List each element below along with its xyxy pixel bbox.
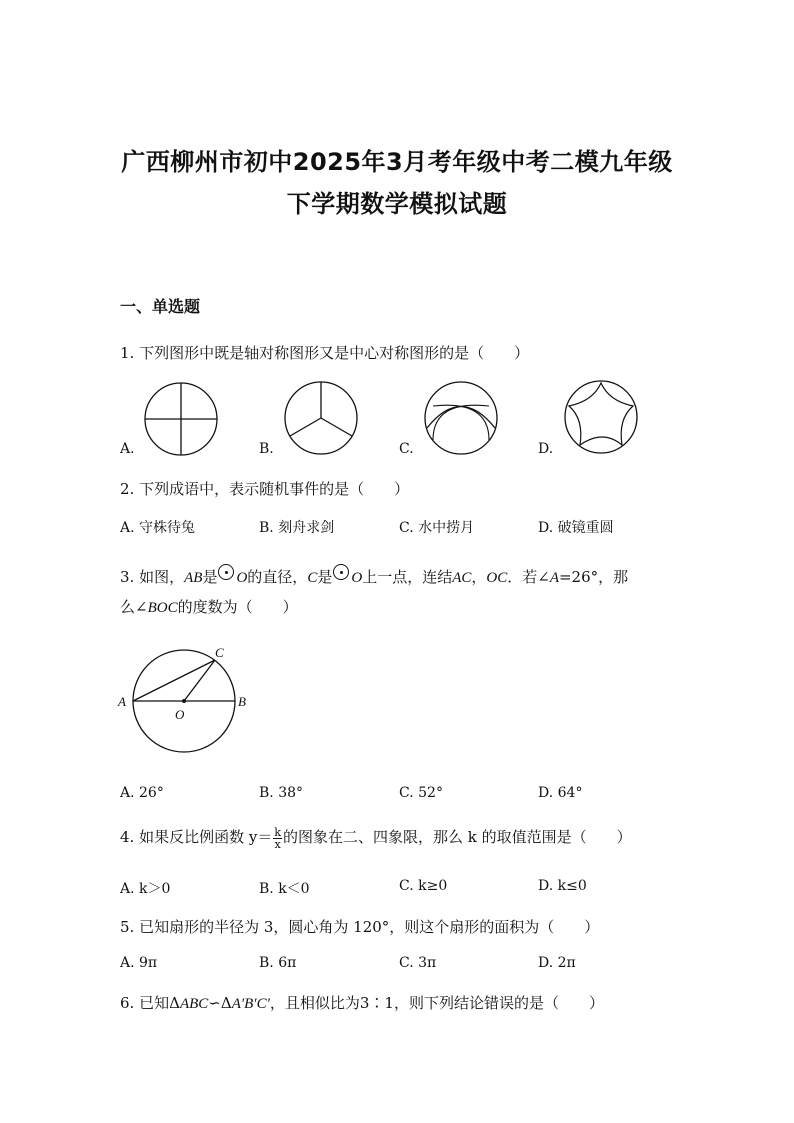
option-letter: B. bbox=[259, 955, 274, 971]
question-3 bbox=[120, 564, 628, 587]
option-text: 26° bbox=[139, 785, 164, 801]
question-text-part: 如图， bbox=[139, 568, 185, 586]
question-text-part: 已知Δ bbox=[139, 994, 180, 1012]
option-b bbox=[259, 785, 303, 801]
fraction-numerator: k bbox=[274, 825, 282, 839]
option-text: 9π bbox=[139, 955, 158, 971]
point-c: C bbox=[307, 570, 318, 586]
question-number: 2. bbox=[120, 480, 135, 498]
option-b bbox=[259, 878, 310, 898]
option-letter: C. bbox=[399, 955, 414, 971]
option-b bbox=[259, 955, 296, 971]
option-letter: A. bbox=[120, 785, 135, 801]
page-title-line-2: 下学期数学模拟试题 bbox=[286, 190, 508, 218]
option-text: 破镜重圆 bbox=[557, 520, 614, 536]
option-letter: A. bbox=[120, 520, 135, 536]
point-o: O bbox=[236, 570, 248, 586]
angle-boc: BOC bbox=[147, 600, 178, 616]
option-text: k＜0 bbox=[278, 881, 310, 897]
option-c bbox=[399, 878, 447, 894]
segment-oc: OC bbox=[486, 570, 508, 586]
question-text-part: 么∠ bbox=[120, 598, 148, 616]
option-a-figure bbox=[143, 381, 219, 457]
question-6 bbox=[120, 992, 604, 1013]
option-d bbox=[538, 955, 576, 971]
fraction bbox=[273, 827, 282, 850]
option-text: 守株待兔 bbox=[139, 520, 196, 536]
question-text-part: 的度数为（ ） bbox=[177, 598, 298, 616]
question-text-part: ，且相似比为3∶1，则下列结论错误的是（ ） bbox=[269, 994, 604, 1012]
question-number: 1. bbox=[120, 344, 135, 362]
option-d-label: D. bbox=[538, 441, 554, 457]
option-b bbox=[259, 517, 334, 537]
question-text: 下列图形中既是轴对称图形又是中心对称图形的是（ ） bbox=[139, 344, 530, 362]
circle-symbol-icon bbox=[218, 564, 234, 580]
segment-ab: AB bbox=[184, 570, 203, 586]
question-text-part: 的直径， bbox=[247, 568, 308, 586]
option-c-label: C. bbox=[399, 441, 414, 457]
option-text: 38° bbox=[278, 785, 304, 801]
option-a bbox=[120, 517, 195, 537]
option-b-figure bbox=[283, 380, 359, 456]
question-4 bbox=[120, 826, 632, 850]
option-a bbox=[120, 955, 157, 971]
option-text: k≥0 bbox=[418, 878, 448, 894]
option-a-label: A. bbox=[120, 441, 135, 457]
option-c bbox=[399, 785, 443, 801]
question-text: 已知扇形的半径为 3，圆心角为 120°，则这个扇形的面积为（ ） bbox=[139, 918, 600, 936]
option-text: 2π bbox=[557, 955, 576, 971]
question-text-part: ．若∠ bbox=[507, 568, 550, 586]
question-text-part: 是 bbox=[202, 568, 218, 586]
option-text: 刻舟求剑 bbox=[278, 520, 335, 536]
option-text: 52° bbox=[418, 785, 443, 801]
question-text-part: 的图象在二、四象限，那么 k 的取值范围是（ ） bbox=[283, 828, 632, 846]
option-letter: A. bbox=[120, 955, 135, 971]
option-letter: C. bbox=[399, 785, 414, 801]
option-c bbox=[399, 955, 436, 971]
point-o: O bbox=[351, 570, 363, 586]
question-number: 4. bbox=[120, 828, 135, 846]
option-c bbox=[399, 517, 474, 537]
triangle-abc: ABC bbox=[179, 996, 209, 1012]
option-letter: B. bbox=[259, 785, 274, 801]
question-text-part: ， bbox=[471, 568, 487, 586]
option-letter: D. bbox=[538, 878, 554, 894]
circle-figure bbox=[114, 642, 254, 762]
question-text-part: 是 bbox=[317, 568, 333, 586]
option-a bbox=[120, 785, 164, 801]
option-letter: D. bbox=[538, 955, 554, 971]
label-c: C bbox=[215, 645, 224, 660]
option-letter: C. bbox=[399, 878, 414, 894]
option-d bbox=[538, 878, 587, 894]
option-d-figure bbox=[563, 379, 639, 455]
option-a bbox=[120, 878, 170, 898]
question-number: 5. bbox=[120, 918, 135, 936]
question-text-part: =26°，那 bbox=[558, 568, 629, 586]
question-5 bbox=[120, 916, 599, 937]
option-letter: C. bbox=[399, 520, 414, 536]
label-o: O bbox=[175, 707, 185, 722]
option-text: k≤0 bbox=[557, 878, 587, 894]
option-letter: B. bbox=[259, 520, 274, 536]
triangle-abc-prime: A′B′C′ bbox=[231, 996, 270, 1012]
question-text-part: ∽Δ bbox=[208, 994, 232, 1012]
question-2 bbox=[120, 478, 409, 499]
fraction-denominator: x bbox=[274, 837, 281, 851]
option-d bbox=[538, 517, 614, 537]
question-3-line-2 bbox=[120, 596, 298, 617]
option-letter: A. bbox=[120, 881, 135, 897]
option-b-label: B. bbox=[259, 441, 274, 457]
question-number: 3. bbox=[120, 568, 135, 586]
option-letter: D. bbox=[538, 520, 554, 536]
option-text: k＞0 bbox=[139, 881, 171, 897]
section-heading: 一、单选题 bbox=[120, 297, 201, 316]
option-d bbox=[538, 785, 582, 801]
question-text-part: 如果反比例函数 y＝ bbox=[139, 828, 273, 846]
option-letter: D. bbox=[538, 785, 554, 801]
option-c-figure bbox=[423, 380, 499, 456]
question-1 bbox=[120, 342, 529, 363]
option-text: 水中捞月 bbox=[418, 520, 475, 536]
circle-symbol-icon bbox=[333, 564, 349, 580]
question-number: 6. bbox=[120, 994, 135, 1012]
label-b: B bbox=[238, 694, 246, 709]
option-text: 6π bbox=[278, 955, 297, 971]
page-title-line-1: 广西柳州市初中2025年3月考年级中考二模九年级 bbox=[121, 148, 673, 176]
option-text: 64° bbox=[557, 785, 583, 801]
option-text: 3π bbox=[418, 955, 437, 971]
label-a: A bbox=[118, 694, 126, 709]
question-text: 下列成语中，表示随机事件的是（ ） bbox=[139, 480, 410, 498]
question-text-part: 上一点，连结 bbox=[362, 568, 453, 586]
option-letter: B. bbox=[259, 881, 274, 897]
segment-ac: AC bbox=[452, 570, 472, 586]
angle-a: A bbox=[549, 570, 559, 586]
